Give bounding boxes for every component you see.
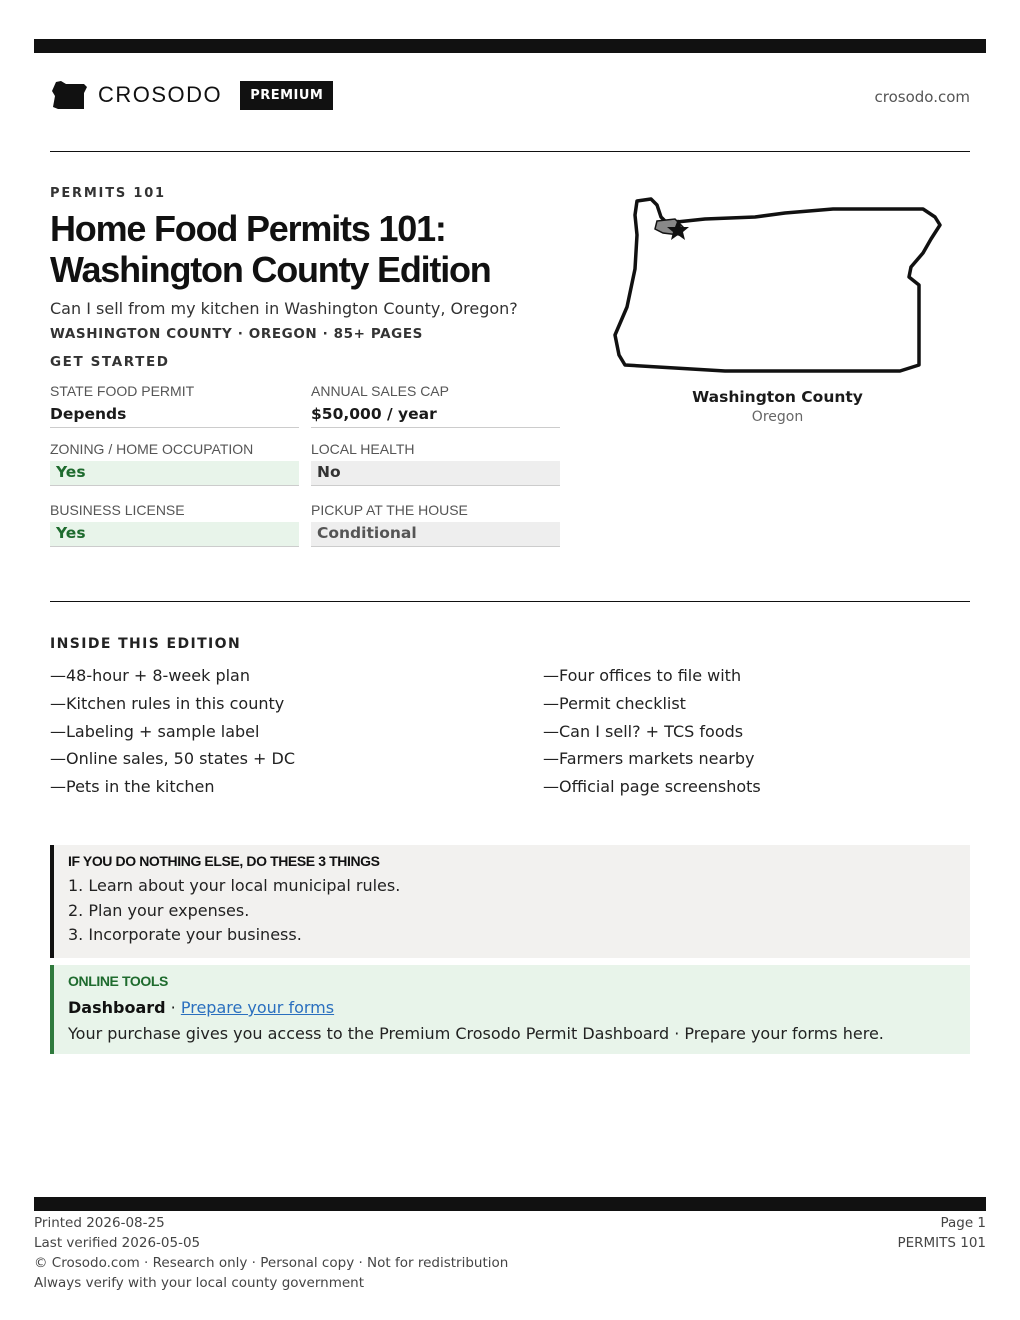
- fact-label: PICKUP AT THE HOUSE: [311, 502, 468, 518]
- toc-item: —Pets in the kitchen: [50, 777, 215, 797]
- verified-date: Last verified 2026-05-05: [34, 1235, 201, 1251]
- fact-pickup: [311, 501, 560, 547]
- callout-heading: IF YOU DO NOTHING ELSE, DO THESE 3 THINGS: [68, 853, 380, 869]
- footer-section: PERMITS 101: [897, 1235, 986, 1251]
- online-tools-callout: [50, 965, 970, 1054]
- toc-item: —Permit checklist: [543, 693, 686, 713]
- subtitle: Can I sell from my kitchen in Washington County, Oregon?: [50, 299, 518, 318]
- fact-annual-sales-cap: [311, 382, 560, 428]
- fact-local-health: [311, 440, 560, 486]
- prepare-forms-link[interactable]: Prepare your forms: [180, 998, 335, 1017]
- header: [50, 78, 970, 118]
- brand[interactable]: [50, 78, 333, 112]
- top-bar: [34, 39, 986, 53]
- fact-label: STATE FOOD PERMIT: [50, 383, 195, 399]
- callout-heading: ONLINE TOOLS: [68, 973, 168, 989]
- fact-business-license: [50, 501, 299, 547]
- brand-name: CROSODO: [98, 82, 223, 107]
- footer-bar: [34, 1197, 986, 1211]
- separator: ·: [165, 998, 181, 1017]
- toc-left-column: [50, 662, 295, 801]
- fact-label: LOCAL HEALTH: [311, 441, 415, 457]
- toc-right-column: [543, 662, 761, 801]
- edition-meta: WASHINGTON COUNTY · OREGON · 85+ PAGES: [50, 326, 423, 342]
- site-url[interactable]: crosodo.com: [874, 88, 970, 106]
- tools-links: [68, 998, 956, 1018]
- inside-edition-heading: INSIDE THIS EDITION: [50, 636, 242, 652]
- fact-value-no: No: [311, 461, 560, 486]
- toc-item: —Four offices to file with: [543, 666, 742, 685]
- page-title: [50, 208, 590, 290]
- printed-date: Printed 2026-08-25: [34, 1215, 165, 1231]
- toc-item: —Labeling + sample label: [50, 721, 260, 741]
- fact-value: Depends: [50, 403, 299, 428]
- footer-right: [897, 1213, 986, 1253]
- title-line-1: Home Food Permits 101:: [50, 208, 446, 249]
- oregon-logo-icon: [50, 78, 88, 112]
- fact-value-yes: Yes: [50, 522, 299, 547]
- toc-item: —Kitchen rules in this county: [50, 693, 285, 713]
- title-line-2: Washington County Edition: [50, 249, 491, 290]
- list-item: 3. Incorporate your business.: [68, 925, 302, 944]
- list-item: 2. Plan your expenses.: [68, 900, 250, 920]
- toc-item: —Can I sell? + TCS foods: [543, 721, 744, 741]
- oregon-map: [605, 195, 950, 380]
- three-things-callout: [50, 845, 970, 958]
- map-state-name: Oregon: [751, 409, 804, 425]
- footer-left: [34, 1213, 508, 1293]
- three-things-list: [68, 874, 956, 948]
- map-county-name: Washington County: [692, 388, 863, 406]
- fact-label: BUSINESS LICENSE: [50, 502, 185, 518]
- toc-item: —Official page screenshots: [543, 777, 761, 797]
- fact-label: ANNUAL SALES CAP: [311, 383, 449, 399]
- fact-value-yes: Yes: [50, 461, 299, 486]
- divider: [50, 601, 970, 602]
- dashboard-label: Dashboard: [68, 998, 166, 1017]
- premium-badge: PREMIUM: [240, 81, 333, 110]
- section-kicker: PERMITS 101: [50, 186, 166, 201]
- toc-item: —Farmers markets nearby: [543, 749, 755, 769]
- get-started-heading: GET STARTED: [50, 354, 170, 370]
- toc-item: —Online sales, 50 states + DC: [50, 749, 296, 769]
- toc-item: —48-hour + 8-week plan: [50, 666, 250, 685]
- tools-description: Your purchase gives you access to the Premium Crosodo Permit Dashboard · Prepare your forms here.: [68, 1024, 884, 1043]
- copyright: © Crosodo.com · Research only · Personal copy · Not for redistribution: [34, 1255, 509, 1271]
- fact-label: ZONING / HOME OCCUPATION: [50, 441, 254, 457]
- fact-value-conditional: Conditional: [311, 522, 560, 547]
- fact-value: $50,000 / year: [311, 403, 560, 428]
- fact-state-food-permit: [50, 382, 299, 428]
- verify-note: Always verify with your local county government: [34, 1275, 364, 1291]
- divider: [50, 151, 970, 152]
- list-item: 1. Learn about your local municipal rules.: [68, 876, 401, 895]
- page-number: Page 1: [940, 1215, 986, 1231]
- fact-zoning: [50, 440, 299, 486]
